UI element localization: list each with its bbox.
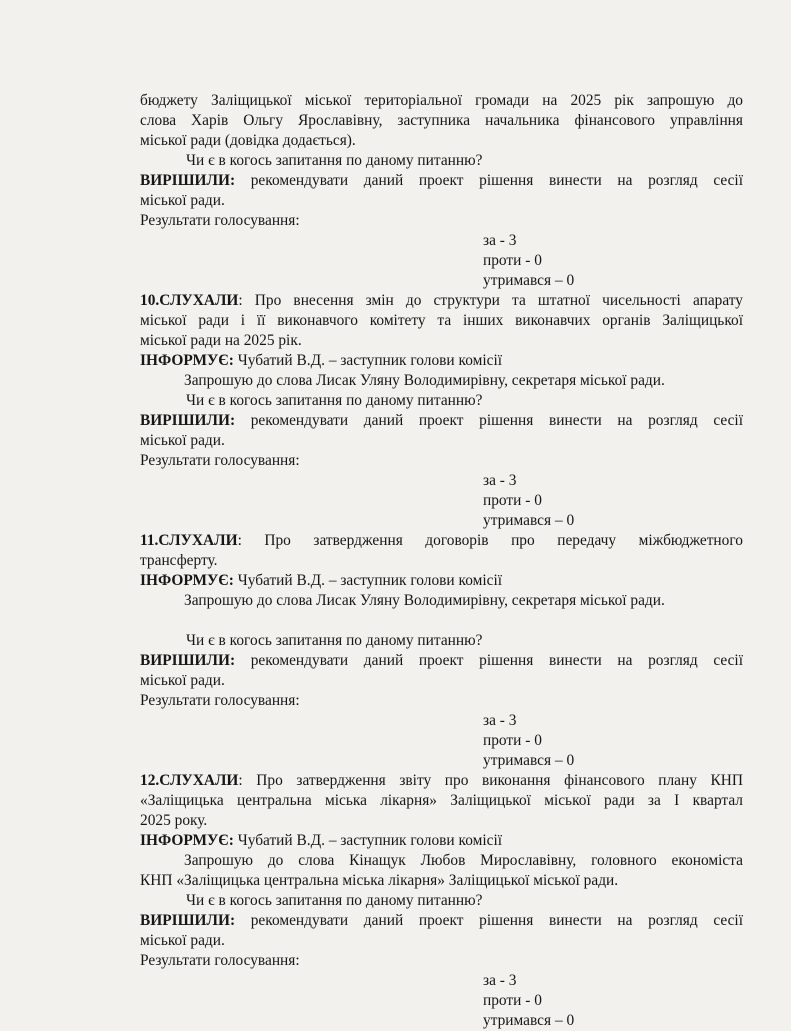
vote-for: за - 3	[483, 232, 517, 249]
item10-invite: Запрошую до слова Лисак Уляну Володимирівну, секретаря міської ради.	[184, 372, 665, 389]
informs-label: ІНФОРМУЄ:	[140, 832, 234, 849]
informs-label: ІНФОРМУЄ:	[140, 352, 234, 369]
item12-vote-abstain-cut: утримався – 0	[483, 1012, 575, 1029]
decided-text: рекомендувати даний проект рішення винести на розгляд сесії	[250, 912, 743, 929]
informs-person: Чубатий В.Д. – заступник голови комісії	[237, 832, 502, 849]
decided-line-end: міської ради.	[140, 192, 225, 209]
item10-vote-against: проти - 0	[483, 492, 542, 509]
decided-text: рекомендувати даний проект рішення винести на розгляд сесії	[250, 412, 743, 429]
item10-decided-line-end: міської ради.	[140, 432, 225, 449]
item12-topic: : Про затвердження звіту про виконання фінансового плану КНП	[238, 772, 743, 789]
item11-heard-line-1	[140, 531, 743, 551]
item11-results-label: Результати голосування:	[140, 692, 300, 709]
decided-line	[140, 171, 743, 191]
decided-label: ВИРІШИЛИ:	[140, 652, 236, 669]
intro-line-1: бюджету Заліщицької міської територіальної громади на 2025 рік запрошую до	[140, 92, 743, 109]
informs-person: Чубатий В.Д. – заступник голови комісії	[237, 352, 502, 369]
item10-heard-line-2: міської ради і її виконавчого комітету та інших виконавчих органів Заліщицької	[140, 312, 743, 329]
item10-heard-line-1	[140, 291, 743, 311]
item10-question: Чи є в когось запитання по даному питанню?	[186, 392, 483, 409]
item10-heard-label: 10.СЛУХАЛИ	[140, 292, 239, 309]
decided-text: рекомендувати даний проект рішення винести на розгляд сесії	[250, 172, 743, 189]
question-text: Чи є в когось запитання по даному питанню?	[186, 152, 483, 169]
item12-informs	[140, 831, 743, 851]
blank-line	[140, 611, 743, 631]
item12-vote-for: за - 3	[483, 972, 517, 989]
item10-decided-line	[140, 411, 743, 431]
item11-vote-abstain: утримався – 0	[483, 752, 575, 769]
item11-topic: : Про затвердження договорів про передачу міжбюджетного	[237, 532, 743, 549]
intro-line-3: міської ради (довідка додається).	[140, 132, 356, 149]
item11-heard-line-2: трансферту.	[140, 552, 218, 569]
item12-invite-line-1: Запрошую до слова Кінащук Любов Мирославівну, головного економіста	[184, 852, 743, 869]
item10-vote-for: за - 3	[483, 472, 517, 489]
item11-informs	[140, 571, 743, 591]
item12-heard-line-3: 2025 року.	[140, 812, 208, 829]
decided-label: ВИРІШИЛИ:	[140, 912, 236, 929]
item11-heard-label: 11.СЛУХАЛИ	[140, 532, 238, 549]
item12-decided-line-end: міської ради.	[140, 932, 225, 949]
item11-question: Чи є в когось запитання по даному питанню?	[186, 632, 483, 649]
vote-against: проти - 0	[483, 252, 542, 269]
intro-line-2: слова Харів Ольгу Ярославівну, заступника начальника фінансового управління	[140, 112, 743, 129]
decided-label: ВИРІШИЛИ:	[140, 172, 236, 189]
item11-invite: Запрошую до слова Лисак Уляну Володимирівну, секретаря міської ради.	[184, 592, 665, 609]
decided-text: рекомендувати даний проект рішення винести на розгляд сесії	[250, 652, 743, 669]
document-body	[140, 91, 743, 1029]
item12-heard-line-2: «Заліщицька центральна міська лікарня» Заліщицької міської ради за І квартал	[140, 792, 743, 809]
item10-topic: : Про внесення змін до структури та штатної чисельності апарату	[238, 292, 743, 309]
decided-label: ВИРІШИЛИ:	[140, 412, 236, 429]
item10-vote-abstain: утримався – 0	[483, 512, 575, 529]
item11-decided-line	[140, 651, 743, 671]
item12-invite-line-2: КНП «Заліщицька центральна міська лікарня» Заліщицької міської ради.	[140, 872, 619, 889]
item10-heard-line-3: міської ради на 2025 рік.	[140, 332, 302, 349]
informs-label: ІНФОРМУЄ:	[140, 572, 234, 589]
item12-results-label: Результати голосування:	[140, 952, 300, 969]
item12-heard-label: 12.СЛУХАЛИ	[140, 772, 239, 789]
item10-results-label: Результати голосування:	[140, 452, 300, 469]
item11-decided-line-end: міської ради.	[140, 672, 225, 689]
informs-person: Чубатий В.Д. – заступник голови комісії	[237, 572, 502, 589]
item12-decided-line	[140, 911, 743, 931]
item10-informs	[140, 351, 743, 371]
item11-vote-against: проти - 0	[483, 732, 542, 749]
results-label: Результати голосування:	[140, 212, 300, 229]
item11-vote-for: за - 3	[483, 712, 517, 729]
item12-heard-line-1	[140, 771, 743, 791]
item12-vote-against: проти - 0	[483, 992, 542, 1009]
item12-question: Чи є в когось запитання по даному питанню?	[186, 892, 483, 909]
vote-abstain: утримався – 0	[483, 272, 575, 289]
